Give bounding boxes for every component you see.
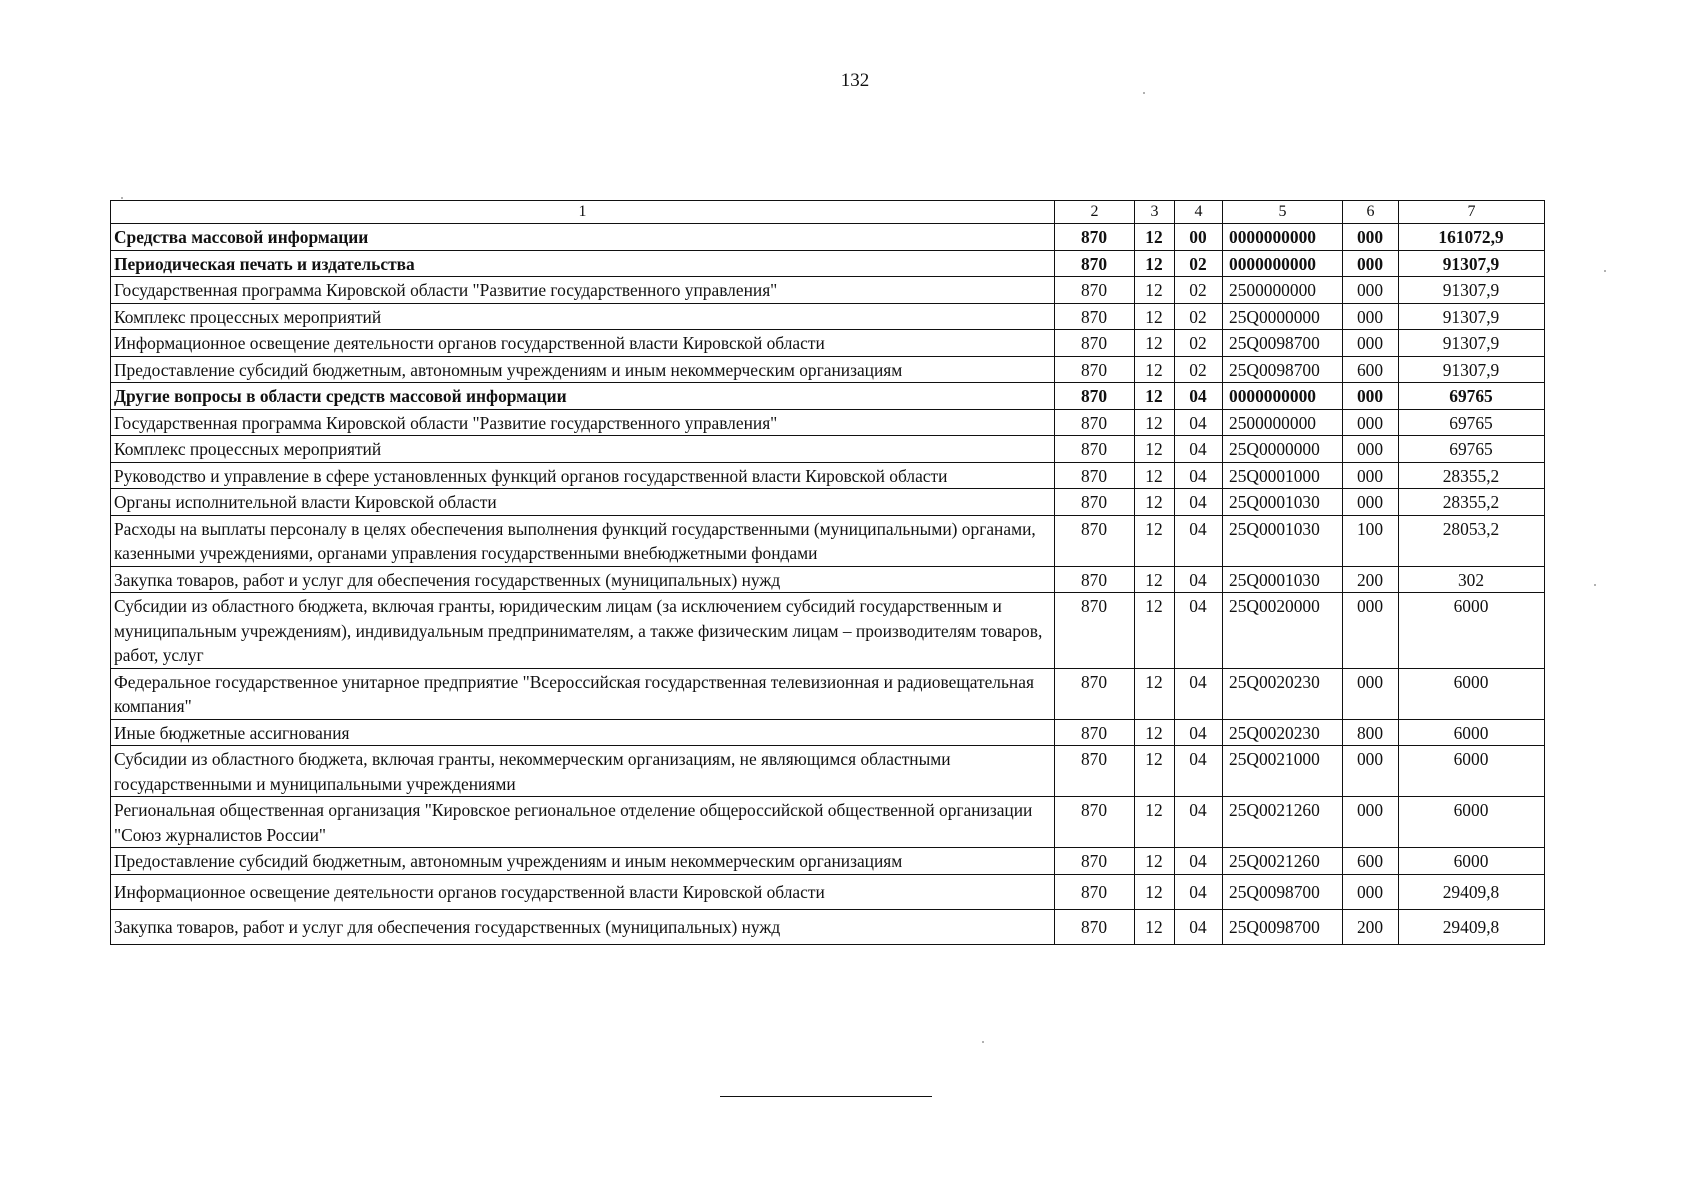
row-amount: 69765 <box>1399 383 1545 410</box>
row-code-5: 25Q0001000 <box>1223 462 1343 489</box>
table-row <box>111 224 1545 251</box>
row-name: Государственная программа Кировской области "Развитие государственного управления" <box>111 409 1055 436</box>
row-code-5: 25Q0021260 <box>1223 848 1343 875</box>
row-code-6: 000 <box>1343 303 1399 330</box>
row-amount: 6000 <box>1399 797 1545 848</box>
row-code-6: 000 <box>1343 277 1399 304</box>
row-code-2: 870 <box>1055 250 1135 277</box>
row-name: Субсидии из областного бюджета, включая гранты, некоммерческим организациям, не являющимся областными государственными и муниципальными учреждениями <box>111 746 1055 797</box>
row-code-2: 870 <box>1055 224 1135 251</box>
row-code-4: 04 <box>1175 593 1223 669</box>
table-row <box>111 515 1545 566</box>
row-code-2: 870 <box>1055 797 1135 848</box>
row-code-3: 12 <box>1135 383 1175 410</box>
row-code-3: 12 <box>1135 848 1175 875</box>
row-code-6: 600 <box>1343 356 1399 383</box>
table-row <box>111 383 1545 410</box>
row-code-5: 25Q0021000 <box>1223 746 1343 797</box>
row-code-6: 000 <box>1343 489 1399 516</box>
table-row <box>111 746 1545 797</box>
row-code-6: 100 <box>1343 515 1399 566</box>
row-code-4: 04 <box>1175 909 1223 944</box>
row-code-2: 870 <box>1055 356 1135 383</box>
row-code-3: 12 <box>1135 303 1175 330</box>
row-code-5: 0000000000 <box>1223 250 1343 277</box>
row-name: Государственная программа Кировской области "Развитие государственного управления" <box>111 277 1055 304</box>
row-code-4: 04 <box>1175 668 1223 719</box>
row-code-4: 04 <box>1175 746 1223 797</box>
row-code-5: 25Q0020000 <box>1223 593 1343 669</box>
row-code-3: 12 <box>1135 719 1175 746</box>
row-name: Комплекс процессных мероприятий <box>111 436 1055 463</box>
column-header: 1 <box>111 201 1055 224</box>
row-code-4: 02 <box>1175 250 1223 277</box>
row-code-6: 000 <box>1343 462 1399 489</box>
row-code-5: 25Q0098700 <box>1223 330 1343 357</box>
row-code-5: 25Q0001030 <box>1223 515 1343 566</box>
row-code-2: 870 <box>1055 874 1135 909</box>
row-code-4: 04 <box>1175 436 1223 463</box>
row-name: Комплекс процессных мероприятий <box>111 303 1055 330</box>
row-amount: 302 <box>1399 566 1545 593</box>
row-code-6: 600 <box>1343 848 1399 875</box>
row-amount: 28053,2 <box>1399 515 1545 566</box>
table-row <box>111 462 1545 489</box>
column-header: 4 <box>1175 201 1223 224</box>
row-amount: 29409,8 <box>1399 909 1545 944</box>
row-name: Федеральное государственное унитарное предприятие "Всероссийская государственная телевизионная и радиовещательная компания" <box>111 668 1055 719</box>
row-code-4: 00 <box>1175 224 1223 251</box>
row-amount: 29409,8 <box>1399 874 1545 909</box>
row-code-3: 12 <box>1135 874 1175 909</box>
row-code-5: 2500000000 <box>1223 409 1343 436</box>
row-code-6: 000 <box>1343 874 1399 909</box>
row-name: Информационное освещение деятельности органов государственной власти Кировской области <box>111 330 1055 357</box>
row-code-5: 2500000000 <box>1223 277 1343 304</box>
row-name: Закупка товаров, работ и услуг для обеспечения государственных (муниципальных) нужд <box>111 909 1055 944</box>
row-name: Руководство и управление в сфере установленных функций органов государственной власти Кировской области <box>111 462 1055 489</box>
row-name: Информационное освещение деятельности органов государственной власти Кировской области <box>111 874 1055 909</box>
row-code-6: 000 <box>1343 250 1399 277</box>
row-code-4: 04 <box>1175 719 1223 746</box>
column-header: 2 <box>1055 201 1135 224</box>
row-code-3: 12 <box>1135 797 1175 848</box>
row-code-5: 25Q0000000 <box>1223 436 1343 463</box>
row-name: Предоставление субсидий бюджетным, автономным учреждениям и иным некоммерческим организациям <box>111 848 1055 875</box>
table-row <box>111 668 1545 719</box>
row-amount: 6000 <box>1399 848 1545 875</box>
row-code-2: 870 <box>1055 848 1135 875</box>
row-code-2: 870 <box>1055 462 1135 489</box>
row-code-2: 870 <box>1055 909 1135 944</box>
table-header-row <box>111 201 1545 224</box>
row-amount: 91307,9 <box>1399 303 1545 330</box>
row-name: Средства массовой информации <box>111 224 1055 251</box>
row-name: Закупка товаров, работ и услуг для обеспечения государственных (муниципальных) нужд <box>111 566 1055 593</box>
row-code-4: 02 <box>1175 330 1223 357</box>
row-code-4: 04 <box>1175 874 1223 909</box>
row-amount: 91307,9 <box>1399 277 1545 304</box>
row-code-6: 200 <box>1343 909 1399 944</box>
row-code-3: 12 <box>1135 668 1175 719</box>
scan-speck <box>1604 270 1606 272</box>
row-code-4: 02 <box>1175 303 1223 330</box>
row-code-4: 04 <box>1175 383 1223 410</box>
table-row <box>111 489 1545 516</box>
row-code-3: 12 <box>1135 436 1175 463</box>
row-code-4: 02 <box>1175 356 1223 383</box>
table-row <box>111 250 1545 277</box>
row-code-2: 870 <box>1055 436 1135 463</box>
row-code-6: 000 <box>1343 436 1399 463</box>
row-code-3: 12 <box>1135 489 1175 516</box>
table-row <box>111 436 1545 463</box>
budget-table <box>110 200 1545 945</box>
row-code-5: 25Q0001030 <box>1223 566 1343 593</box>
row-code-5: 25Q0098700 <box>1223 909 1343 944</box>
row-amount: 6000 <box>1399 719 1545 746</box>
table-row <box>111 797 1545 848</box>
row-code-3: 12 <box>1135 330 1175 357</box>
table-row <box>111 409 1545 436</box>
table-row <box>111 277 1545 304</box>
row-code-6: 800 <box>1343 719 1399 746</box>
row-code-3: 12 <box>1135 566 1175 593</box>
row-code-6: 000 <box>1343 330 1399 357</box>
table-row <box>111 909 1545 944</box>
row-code-4: 04 <box>1175 489 1223 516</box>
row-code-5: 25Q0098700 <box>1223 356 1343 383</box>
row-code-6: 000 <box>1343 797 1399 848</box>
row-code-2: 870 <box>1055 303 1135 330</box>
scan-speck <box>1143 92 1145 94</box>
row-amount: 69765 <box>1399 436 1545 463</box>
row-amount: 91307,9 <box>1399 250 1545 277</box>
row-code-3: 12 <box>1135 746 1175 797</box>
row-amount: 91307,9 <box>1399 356 1545 383</box>
row-code-2: 870 <box>1055 719 1135 746</box>
row-name: Периодическая печать и издательства <box>111 250 1055 277</box>
column-header: 3 <box>1135 201 1175 224</box>
row-code-5: 25Q0020230 <box>1223 719 1343 746</box>
row-name: Другие вопросы в области средств массовой информации <box>111 383 1055 410</box>
table-row <box>111 303 1545 330</box>
row-code-6: 000 <box>1343 746 1399 797</box>
row-name: Предоставление субсидий бюджетным, автономным учреждениям и иным некоммерческим организациям <box>111 356 1055 383</box>
column-header: 7 <box>1399 201 1545 224</box>
row-code-3: 12 <box>1135 515 1175 566</box>
page-number: 132 <box>840 70 870 91</box>
row-code-2: 870 <box>1055 383 1135 410</box>
row-code-3: 12 <box>1135 409 1175 436</box>
row-code-3: 12 <box>1135 462 1175 489</box>
table-row <box>111 566 1545 593</box>
row-code-2: 870 <box>1055 489 1135 516</box>
row-code-2: 870 <box>1055 330 1135 357</box>
row-name: Органы исполнительной власти Кировской области <box>111 489 1055 516</box>
row-code-2: 870 <box>1055 515 1135 566</box>
row-amount: 161072,9 <box>1399 224 1545 251</box>
row-code-4: 04 <box>1175 797 1223 848</box>
row-code-6: 200 <box>1343 566 1399 593</box>
bottom-divider <box>720 1096 932 1097</box>
column-header: 6 <box>1343 201 1399 224</box>
row-code-6: 000 <box>1343 593 1399 669</box>
row-code-4: 04 <box>1175 409 1223 436</box>
table-row <box>111 356 1545 383</box>
table-row <box>111 593 1545 669</box>
row-code-2: 870 <box>1055 668 1135 719</box>
row-code-5: 25Q0021260 <box>1223 797 1343 848</box>
row-code-2: 870 <box>1055 593 1135 669</box>
row-code-4: 02 <box>1175 277 1223 304</box>
row-code-3: 12 <box>1135 250 1175 277</box>
row-code-2: 870 <box>1055 277 1135 304</box>
row-code-2: 870 <box>1055 409 1135 436</box>
scan-speck <box>121 197 123 199</box>
row-code-4: 04 <box>1175 848 1223 875</box>
column-header: 5 <box>1223 201 1343 224</box>
row-code-5: 25Q0001030 <box>1223 489 1343 516</box>
row-code-6: 000 <box>1343 383 1399 410</box>
table-body <box>111 224 1545 945</box>
row-code-3: 12 <box>1135 356 1175 383</box>
row-code-4: 04 <box>1175 566 1223 593</box>
row-amount: 28355,2 <box>1399 489 1545 516</box>
table-row <box>111 848 1545 875</box>
row-code-3: 12 <box>1135 277 1175 304</box>
table-row <box>111 719 1545 746</box>
row-code-6: 000 <box>1343 224 1399 251</box>
row-code-4: 04 <box>1175 462 1223 489</box>
row-amount: 6000 <box>1399 593 1545 669</box>
row-code-5: 25Q0098700 <box>1223 874 1343 909</box>
row-code-3: 12 <box>1135 224 1175 251</box>
row-code-5: 0000000000 <box>1223 383 1343 410</box>
row-code-6: 000 <box>1343 409 1399 436</box>
table-row <box>111 874 1545 909</box>
table-row <box>111 330 1545 357</box>
row-name: Субсидии из областного бюджета, включая гранты, юридическим лицам (за исключением субсидий государственным и муниципальным учреждениям), индивидуальным предпринимателям, а также физическим лицам – производителям товаров, работ, услуг <box>111 593 1055 669</box>
row-code-3: 12 <box>1135 909 1175 944</box>
scan-speck <box>1594 584 1596 586</box>
scan-speck <box>982 1041 984 1043</box>
row-code-2: 870 <box>1055 746 1135 797</box>
row-code-3: 12 <box>1135 593 1175 669</box>
row-name: Расходы на выплаты персоналу в целях обеспечения выполнения функций государственными (муниципальными) органами, казенными учреждениями, органами управления государственными внебюджетными фондами <box>111 515 1055 566</box>
row-code-5: 25Q0020230 <box>1223 668 1343 719</box>
row-amount: 6000 <box>1399 668 1545 719</box>
row-code-4: 04 <box>1175 515 1223 566</box>
row-amount: 91307,9 <box>1399 330 1545 357</box>
row-amount: 6000 <box>1399 746 1545 797</box>
row-code-5: 0000000000 <box>1223 224 1343 251</box>
row-name: Иные бюджетные ассигнования <box>111 719 1055 746</box>
row-code-2: 870 <box>1055 566 1135 593</box>
row-code-6: 000 <box>1343 668 1399 719</box>
row-code-5: 25Q0000000 <box>1223 303 1343 330</box>
row-amount: 69765 <box>1399 409 1545 436</box>
row-name: Региональная общественная организация "Кировское региональное отделение общероссийской общественной организации "Союз журналистов России" <box>111 797 1055 848</box>
row-amount: 28355,2 <box>1399 462 1545 489</box>
